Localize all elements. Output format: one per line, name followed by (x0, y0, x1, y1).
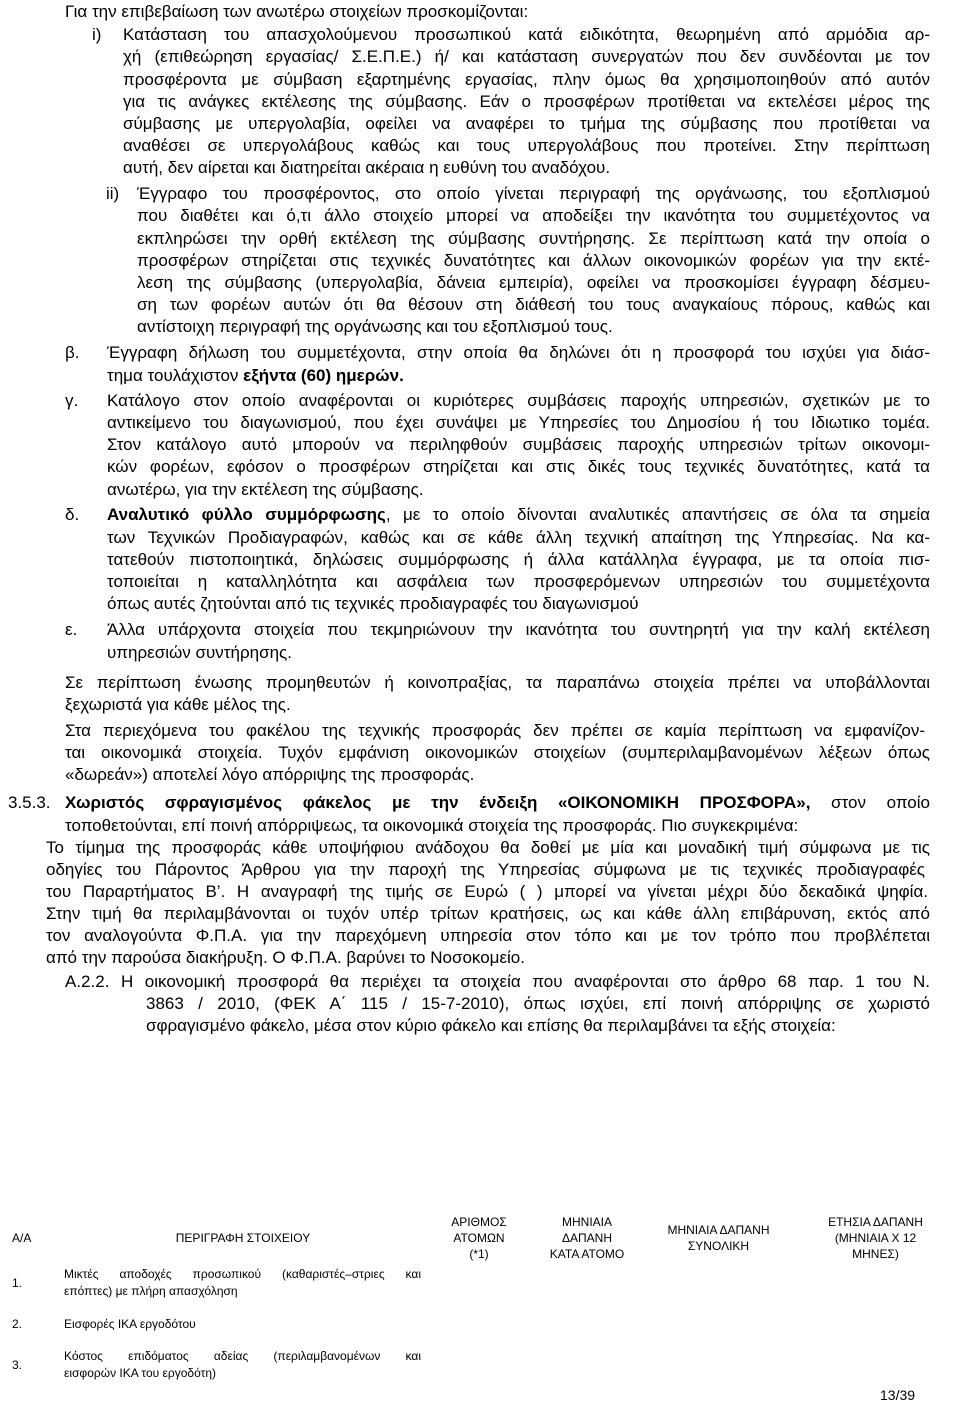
subsection-number: A.2.2. (65, 972, 110, 991)
item-i-line: για τις ανάγκες εκτέλεσης της σύμβασης. Εάν ο προσφέρων προτίθεται να εκτελέσει μέρος της (123, 92, 930, 111)
header-persons (428, 1210, 530, 1266)
cell-persons[interactable] (428, 1300, 530, 1348)
row-description (58, 1348, 428, 1382)
item-d-line (107, 504, 930, 526)
item-i-line: Κατάσταση του απασχολούμενου προσωπικού κατά ειδικότητα, θεωρημένη από αρμόδια αρ- (123, 25, 930, 44)
item-g-line: αντικείμενο του διαγωνισμού, που έχει συνάψει με Υπηρεσίες του Δημοσίου ή του Ιδιωτικο τομέα. (107, 413, 930, 432)
item-i-line: προσφέροντα με σύμβαση εξαρτημένης εργασίας, πλην όμως θα χρησιμοποιηθούν από αυτόν (123, 70, 930, 89)
item-d-line: τατεθούν πιστοποιητικά, δηλώσεις συμμόρφωσης ή άλλα κατάλληλα έγγραφα, με τα οποία πισ- (107, 550, 930, 569)
cell-annual-total[interactable] (793, 1266, 958, 1300)
description-line: επόπτες) με πλήρη απασχόληση (64, 1284, 238, 1298)
header-monthly-per-person (530, 1210, 644, 1266)
item-d-marker: δ. (65, 505, 80, 524)
item-g-line: κών φορέων, εφόσον ο προσφέρων στηρίζεται και στις δικές τους τεχνικές δυνατότητες, κατά τα (107, 457, 930, 476)
header-description (58, 1210, 428, 1266)
item-d-line: των Τεχνικών Προδιαγραφών, καθώς και σε κάθε άλλη τεχνική απαίτηση της Υπηρεσίας. Να κα- (107, 528, 930, 547)
exclusion-note-line: ται οικονομικά στοιχεία. Τυχόν εμφάνιση οικονομικών στοιχείων (συμπεριλαμβανομένων λέξεων όπως (65, 743, 930, 762)
description-line: Εισφορές ΙΚΑ εργοδότου (64, 1316, 196, 1331)
header-line: ΜΗΝΙΑΙΑ ΔΑΠΑΝΗ (667, 1223, 770, 1237)
page-number: 13/39 (880, 1387, 916, 1403)
item-i-line: αναθέσει σε υπεργολάβους καθώς και τους υπεργολάβους που προτείνει. Στην περίπτωση (123, 136, 930, 155)
item-b-marker: β. (65, 343, 80, 362)
header-line: ΚΑΤΑ ΑΤΟΜΟ (549, 1247, 625, 1261)
header-line: ΑΡΙΘΜΟΣ (451, 1215, 507, 1229)
description-line: Μικτές αποδοχές προσωπικού (καθαριστές–στριες και (64, 1267, 421, 1281)
item-g-line: Κατάλογο στον οποίο αναφέρονται οι κυριότερες συμβάσεις παροχής υπηρεσιών, σχετικών με το (107, 391, 930, 410)
cost-table (4, 1210, 958, 1382)
item-ii-line: εκπληρώσει την ορθή εκτέλεση της σύμβασης συντήρησης. Σε περίπτωση κατά την οποία ο (137, 229, 930, 248)
header-annual-total (793, 1210, 958, 1266)
item-ii-line: προσφέρων στηρίζεται στις τεχνικές δυνατότητες και άλλων οικονομικών φορέων για την εκτέ- (137, 251, 930, 270)
item-g-line: Στον κατάλογο αυτό μπορούν να περιληφθούν συμβάσεις παροχής υπηρεσιών τρίτων οικονομι- (107, 435, 930, 454)
item-d-line: όπως αυτές ζητούνται από τις τεχνικές προδιαγραφές του διαγωνισμού (107, 594, 639, 613)
item-ii-line: λεση της σύμβασης (υπεργολαβία, δάνεια εμπειρία), οφείλει να προσκομίσει έγγραφη δέσμευ- (137, 273, 930, 292)
cell-persons[interactable] (428, 1348, 530, 1382)
item-ii-line: αντίστοιχη περιγραφή της οργάνωσης και του εξοπλισμού τους. (137, 317, 613, 336)
item-e-line: Άλλα υπάρχοντα στοιχεία που τεκμηριώνουν την ικανότητα του συντηρητή για την καλή εκτέλεση (107, 620, 930, 639)
cell-monthly-total[interactable] (644, 1266, 793, 1300)
section-heading-line (65, 792, 930, 814)
table-row (4, 1266, 958, 1300)
header-line: ΠΕΡΙΓΡΑΦΗ ΣΤΟΙΧΕΙΟΥ (175, 1231, 311, 1245)
pricing-rule-line: Στην τιμή θα περιλαμβάνονται οι τυχόν υπέρ τρίτων κρατήσεις, ως και κάθε άλλη επιβάρυνση, εκτός από (46, 904, 930, 923)
header-line: ΔΑΠΑΝΗ (561, 1231, 613, 1245)
header-monthly-total (644, 1210, 793, 1266)
description-line: εισφορών ΙΚΑ του εργοδότη) (64, 1366, 217, 1380)
table-header-row (4, 1210, 958, 1266)
exclusion-note-line: Στα περιεχόμενα του φακέλου της τεχνικής προσφοράς δεν πρέπει σε καμία περίπτωση να εμφανίζον- (65, 721, 925, 740)
cell-monthly-per-person[interactable] (530, 1266, 644, 1300)
cell-annual-total[interactable] (793, 1300, 958, 1348)
item-i-line: αυτή, δεν αίρεται και διατηρείται ακέραια η ευθύνη του αναδόχου. (123, 158, 611, 177)
cell-monthly-total[interactable] (644, 1300, 793, 1348)
item-e-line: υπηρεσιών συντήρησης. (107, 643, 292, 662)
item-e-marker: ε. (65, 620, 78, 639)
section-number: 3.5.3. (8, 793, 51, 812)
item-d-text: , με το οποίο δίνονται αναλυτικές απαντήσεις σε όλα τα σημεία (385, 505, 930, 524)
row-index: 3. (12, 1357, 23, 1372)
cell-monthly-total[interactable] (644, 1348, 793, 1382)
consortium-note-line: ξεχωριστά για κάθε μέλος της. (65, 695, 291, 714)
intro-text: Για την επιβεβαίωση των ανωτέρω στοιχείων προσκομίζονται: (65, 2, 529, 21)
item-b-line: Έγγραφη δήλωση του συμμετέχοντα, στην οποία θα δηλώνει ότι η προσφορά του ισχύει για διάσ- (107, 343, 930, 362)
cell-persons[interactable] (428, 1266, 530, 1300)
table-row (4, 1300, 958, 1348)
section-heading-rest: στον οποίο (810, 793, 930, 812)
header-line: (*1) (469, 1247, 489, 1261)
cell-monthly-per-person[interactable] (530, 1300, 644, 1348)
row-description (58, 1266, 428, 1300)
item-i-marker: i) (92, 25, 102, 44)
item-b-line (107, 365, 935, 387)
header-line: ΣΥΝΟΛΙΚΗ (687, 1239, 750, 1253)
section-body-line: τοποθετούνται, επί ποινή απόρριψεως, τα οικονομικά στοιχεία της προσφοράς. Πιο συγκεκριμένα: (65, 816, 799, 835)
item-ii-marker: ii) (106, 184, 120, 203)
item-i-line: σύμβασης με υπεργολαβία, οφείλει να αναφέρει το τμήμα της σύμβασης που προτίθεται να (123, 114, 930, 133)
item-d-line: τοποιείται η καταλληλότητα και ασφάλεια των προσφερόμενων υπηρεσιών του συμμετέχοντα (107, 572, 930, 591)
row-index: 1. (12, 1275, 23, 1290)
header-line: ΑΤΟΜΩΝ (453, 1231, 505, 1245)
pricing-rule-line: του Παραρτήματος Β’. Η αναγραφή της τιμής σε Ευρώ ( ) μπορεί να γίνεται μέχρι δύο δεκαδικά ψηφία. (46, 882, 928, 901)
exclusion-note-line: «δωρεάν») αποτελεί λόγο απόρριψης της προσφοράς. (65, 765, 475, 784)
item-ii-line: Έγγραφο του προσφέροντος, στο οποίο γίνεται περιγραφή της οργάνωσης, του εξοπλισμού (137, 184, 930, 203)
item-i-line: χή (επιθεώρηση εργασίας/ Σ.Ε.Π.Ε.) ή/ και κατάσταση συνεργατών που δεν συνδέονται με τον (123, 47, 930, 66)
cell-monthly-per-person[interactable] (530, 1348, 644, 1382)
pricing-rule-line: από την παρούσα διακήρυξη. Ο Φ.Π.Α. βαρύνει το Νοσοκομείο. (46, 948, 525, 967)
item-ii-line: ση των φορέων αυτών ότι θα θέσουν στη διάθεσή του τους αναγκαίους πόρους, καθώς και (137, 295, 930, 314)
consortium-note-line: Σε περίπτωση ένωσης προμηθευτών ή κοινοπραξίας, τα παραπάνω στοιχεία πρέπει να υποβάλλονται (65, 673, 930, 692)
table-row (4, 1348, 958, 1382)
header-line: Α/Α (12, 1231, 32, 1245)
pricing-rule-line: οδηγίες του Πάροντος Άρθρου για την παροχή της Υπηρεσίας σύμφωνα με τις τεχνικές προδιαγραφές (46, 860, 925, 879)
header-line: ΜΗΝΙΑΙΑ (561, 1215, 612, 1229)
description-line: Κόστος επιδόματος αδείας (περιλαμβανομένων και (64, 1349, 421, 1363)
item-g-marker: γ. (65, 391, 79, 410)
item-ii-line: που διαθέτει και ό,τι άλλο στοιχείο μπορεί να αποδείξει την ικανότητα του συμμετέχοντος να (137, 206, 930, 225)
row-description (58, 1300, 428, 1348)
header-index (4, 1210, 58, 1266)
financial-envelope-heading: Χωριστός σφραγισμένος φάκελος με την ένδειξη «ΟΙΚΟΝΟΜΙΚΗ ΠΡΟΣΦΟΡΑ», (65, 793, 811, 812)
cell-annual-total[interactable] (793, 1348, 958, 1382)
header-line: (ΜΗΝΙΑΙΑ Χ 12 (834, 1231, 917, 1245)
header-line: ΕΤΗΣΙΑ ΔΑΠΑΝΗ (828, 1215, 923, 1229)
header-line: ΜΗΝΕΣ) (852, 1247, 899, 1261)
pricing-rule-line: τον αναλογούντα Φ.Π.Α. για την παρεχόμενη υπηρεσία στον τόπο και με τον τρόπο που προβλέπεται (46, 926, 930, 945)
pricing-rule-line: Το τίμημα της προσφοράς κάθε υποψήφιου ανάδοχου θα δοθεί με μία και μοναδική τιμή σύμφωνα με τις (46, 838, 930, 857)
item-g-line: ανωτέρω, για την εκτέλεση της σύμβασης. (107, 480, 424, 499)
row-index: 2. (12, 1316, 23, 1331)
validity-period-bold: εξήντα (60) ημερών. (243, 366, 404, 385)
compliance-sheet-title: Αναλυτικό φύλλο συμμόρφωσης (107, 505, 386, 524)
subsection-line: 3863 / 2010, (ΦΕΚ Α΄ 115 / 15-7-2010), όπως ισχύει, επί ποινή απόρριψης σε χωριστό (146, 994, 930, 1013)
subsection-line: Η οικονομική προσφορά θα περιέχει τα στοιχεία που αναφέρονται στο άρθρο 68 παρ. 1 του Ν. (121, 972, 930, 991)
subsection-line: σφραγισμένο φάκελο, μέσα στον κύριο φάκελο και επίσης θα περιλαμβάνει τα εξής στοιχεία: (146, 1016, 836, 1035)
item-b-text: τημα τουλάχιστον (107, 366, 244, 385)
